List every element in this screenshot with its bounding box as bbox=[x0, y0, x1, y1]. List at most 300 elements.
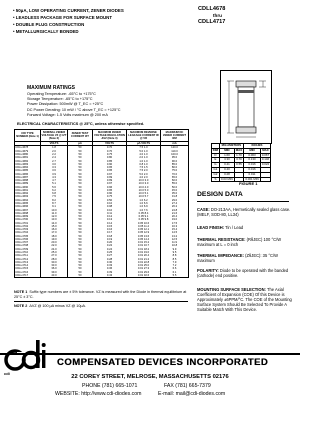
table-cell: 18.0 bbox=[41, 235, 68, 238]
table-cell: 50 bbox=[68, 146, 93, 150]
table-cell: 24.8 bbox=[161, 209, 189, 212]
table-cell: 10.0 4.0 bbox=[127, 186, 161, 189]
feature-list bbox=[13, 7, 124, 35]
table-header-row bbox=[15, 130, 189, 142]
table-cell: 0.05 12.1 bbox=[127, 228, 161, 231]
table-cell: 0.16 bbox=[93, 228, 127, 231]
table-cell: 31.8 bbox=[161, 195, 189, 198]
dimension-cell bbox=[260, 177, 270, 182]
type-number-cell: CDLL4708 bbox=[15, 244, 41, 247]
table-cell: 0.15 bbox=[93, 225, 127, 228]
part-number-to: CDLL4717 bbox=[198, 19, 226, 26]
table-cell: 0.14 bbox=[93, 222, 127, 225]
table-cell: 4.0 1.0 bbox=[127, 153, 161, 156]
table-cell: 10.0 5.1 bbox=[127, 192, 161, 195]
table-cell: 15.4 bbox=[161, 228, 189, 231]
table-cell: 7.5 bbox=[41, 195, 68, 198]
feature-item: • METALLURGICALLY BONDED bbox=[13, 29, 79, 35]
table-cell: 27.0 bbox=[41, 254, 68, 257]
column-header: MIN bbox=[219, 148, 234, 153]
company-address: 22 COREY STREET, MELROSE, MASSACHUSETTS 02176 bbox=[71, 374, 229, 380]
feature-item: • 50μA, LOW OPERATING CURRENT, ZENER DIODES bbox=[13, 8, 124, 13]
table-cell: 50 bbox=[68, 169, 93, 172]
table-cell: 50 bbox=[68, 267, 93, 270]
table-cell: 0.50 bbox=[93, 199, 127, 202]
table-cell: 16.0 bbox=[41, 228, 68, 231]
electrical-characteristics-table bbox=[14, 129, 189, 278]
table-cell: 120.0 bbox=[161, 146, 189, 150]
table-cell: 0.12 bbox=[93, 215, 127, 218]
part-number-range bbox=[198, 6, 225, 26]
design-item-text: Tin / Lead bbox=[225, 225, 244, 230]
table-cell: 0.01 16.7 bbox=[127, 244, 161, 247]
table-cell: 15.0 bbox=[41, 225, 68, 228]
table-cell: 27.4 bbox=[161, 202, 189, 205]
type-number-cell: CDLL4690 bbox=[15, 186, 41, 189]
table-cell: 1.0 6.9 bbox=[127, 205, 161, 208]
design-item-text: The Axial Coefficient of Expansion (COE) Of this Device is Approximately ±6PPM/°C. The COE of the Mounting Surface System Should Be Selected To Provide A Suitable Match With This Device. bbox=[197, 287, 292, 312]
type-number-cell: CDLL4696 bbox=[15, 205, 41, 208]
table-cell: 0.01 29.6 bbox=[127, 271, 161, 274]
design-item-label: CASE: bbox=[197, 207, 210, 212]
table-cell: 0.01 32.6 bbox=[127, 274, 161, 278]
table-cell: 8.5 bbox=[161, 258, 189, 261]
table-cell: 11.9 bbox=[161, 241, 189, 244]
table-cell: 5.6 bbox=[41, 186, 68, 189]
table-cell: 17.0 bbox=[41, 231, 68, 234]
logo-text: cdi bbox=[4, 371, 10, 376]
table-cell: 50 bbox=[68, 163, 93, 166]
table-cell: 0.28 bbox=[93, 258, 127, 261]
max-ratings-title: MAXIMUM RATINGS bbox=[27, 85, 75, 91]
table-cell: 50 bbox=[68, 228, 93, 231]
table-cell: 0.24 bbox=[93, 248, 127, 251]
column-header: CDI TYPE NUMBER (Note 1) bbox=[15, 130, 41, 142]
design-item-mounting-surface bbox=[197, 287, 293, 312]
table-cell: 110.0 bbox=[161, 150, 189, 153]
dimension-cell: E bbox=[212, 158, 220, 163]
company-name: COMPENSATED DEVICES INCORPORATED bbox=[57, 357, 269, 368]
table-cell: 5.5 bbox=[161, 274, 189, 278]
table-cell: 25.0 bbox=[41, 251, 68, 254]
type-number-cell: CDLL4703 bbox=[15, 228, 41, 231]
table-cell: 19.0 bbox=[41, 238, 68, 241]
dimension-cell: 0.130 bbox=[244, 158, 261, 163]
type-number-cell: CDLL4686 bbox=[15, 173, 41, 176]
type-number-cell: CDLL4707 bbox=[15, 241, 41, 244]
design-data-rule bbox=[197, 201, 289, 202]
max-rating-line: Operating Temperature: -65°C to +175°C bbox=[27, 92, 96, 96]
table-cell: 50 bbox=[68, 225, 93, 228]
design-item-label: MOUNTING SURFACE SELECTION: bbox=[197, 287, 266, 292]
table-cell: 50 bbox=[68, 215, 93, 218]
table-cell: 14.5 bbox=[161, 231, 189, 234]
table-cell: 0.01 22.8 bbox=[127, 261, 161, 264]
table-cell: 8.2 bbox=[41, 199, 68, 202]
table-cell: 50 bbox=[68, 238, 93, 241]
table-cell: 50 bbox=[68, 189, 93, 192]
column-header: MAX bbox=[262, 147, 269, 152]
table-cell: 0.30 bbox=[93, 261, 127, 264]
type-number-cell: CDLL4712 bbox=[15, 258, 41, 261]
table-cell: 10.0 5.7 bbox=[127, 195, 161, 198]
table-cell: 6.6 bbox=[161, 267, 189, 270]
type-number-cell: CDLL4679 bbox=[15, 150, 41, 153]
design-item-text: (RθJEC) 100 °C/W maximum at L = 0 inch bbox=[197, 237, 282, 247]
dimension-cell: 3.30 bbox=[219, 158, 234, 163]
design-item-thermal-impedance bbox=[197, 253, 293, 263]
table-cell: 50 bbox=[68, 160, 93, 163]
table-cell: 50 bbox=[68, 261, 93, 264]
table-cell: 0.95 bbox=[93, 189, 127, 192]
table-cell: 0.18 bbox=[93, 235, 127, 238]
table-cell: 3.3 bbox=[41, 166, 68, 169]
table-cell: 0.05 11.4 bbox=[127, 225, 161, 228]
table-cell: 50 bbox=[68, 199, 93, 202]
table-cell: 10.0 3.0 bbox=[127, 179, 161, 182]
column-header: MAXIMUM ZENER VOLTAGE REGULATION ΔVZ (Note 3) bbox=[94, 130, 125, 140]
table-cell: 20.0 bbox=[41, 241, 68, 244]
table-cell: 50 bbox=[68, 231, 93, 234]
company-email[interactable]: E-mail: mail@cdi-diodes.com bbox=[158, 391, 226, 397]
type-number-cell: CDLL4702 bbox=[15, 225, 41, 228]
table-cell: 5.0 2.0 bbox=[127, 173, 161, 176]
type-number-cell: CDLL4717 bbox=[15, 274, 41, 278]
table-cell: 9.1 bbox=[41, 205, 68, 208]
table-cell: 0.39 bbox=[93, 271, 127, 274]
table-cell: 2.2 bbox=[41, 153, 68, 156]
table-cell: 100.0 bbox=[161, 153, 189, 156]
column-header: MIN bbox=[244, 148, 261, 153]
table-cell: 50 bbox=[68, 195, 93, 198]
table-cell: 0.19 bbox=[93, 238, 127, 241]
company-logo bbox=[4, 336, 49, 376]
table-cell: 0.05 10.6 bbox=[127, 222, 161, 225]
table-cell: 0.05 9.8 bbox=[127, 218, 161, 221]
type-number-cell: CDLL4700 bbox=[15, 218, 41, 221]
design-item-text: DO-213AA, Hermetically sealed glass case. (MELF, SOD-80, LL34) bbox=[197, 207, 291, 217]
type-number-cell: CDLL4698 bbox=[15, 212, 41, 215]
table-cell: 0.01 25.0 bbox=[127, 264, 161, 267]
package-outline-image bbox=[221, 71, 271, 143]
type-number-cell: CDLL4683 bbox=[15, 163, 41, 166]
table-cell: 0.99 bbox=[93, 179, 127, 182]
table-cell: 4.0 2.0 bbox=[127, 176, 161, 179]
type-number-cell: CDLL4682 bbox=[15, 160, 41, 163]
feature-item: • DOUBLE PLUG CONSTRUCTION bbox=[13, 22, 85, 28]
table-cell: 50 bbox=[68, 271, 93, 274]
table-cell: 1.0 6.6 bbox=[127, 202, 161, 205]
type-number-cell: CDLL4715 bbox=[15, 267, 41, 270]
design-item-thermal-resistance bbox=[197, 237, 293, 247]
package-drawing bbox=[220, 70, 272, 144]
table-cell: 45.0 bbox=[161, 189, 189, 192]
table-cell: 10.0 5.0 bbox=[127, 189, 161, 192]
design-item-label: LEAD FINISH: bbox=[197, 225, 225, 230]
table-cell: 0.05 13.6 bbox=[127, 235, 161, 238]
table-cell: 50 bbox=[68, 205, 93, 208]
table-cell: 50 bbox=[68, 251, 93, 254]
column-header: ZENER TEST CURRENT IZT bbox=[68, 130, 93, 142]
table-cell: 50 bbox=[68, 212, 93, 215]
table-cell: 0.75 bbox=[93, 195, 127, 198]
table-cell: 8.7 bbox=[41, 202, 68, 205]
table-cell: 50 bbox=[68, 186, 93, 189]
column-header: MAX bbox=[235, 147, 243, 152]
max-ratings-list bbox=[27, 92, 121, 118]
table-cell: 0.36 bbox=[93, 267, 127, 270]
company-website[interactable]: WEBSITE: http://www.cdi-diodes.com bbox=[55, 391, 142, 397]
table-cell: 26.2 bbox=[161, 205, 189, 208]
table-cell: 85.0 bbox=[161, 163, 189, 166]
table-cell: 50.0 bbox=[161, 186, 189, 189]
table-cell: 50 bbox=[68, 254, 93, 257]
unit-cell: VOLTS bbox=[41, 141, 68, 146]
table-cell: 50 bbox=[68, 150, 93, 153]
design-item-label: THERMAL IMPEDANCE: bbox=[197, 253, 245, 258]
table-row bbox=[15, 274, 189, 278]
type-number-cell: CDLL4714 bbox=[15, 264, 41, 267]
table-cell: 0.11 bbox=[93, 212, 127, 215]
table-cell: 6.1 bbox=[161, 271, 189, 274]
group-header: MILLIMETERS bbox=[219, 144, 243, 149]
table-cell: 0.01 15.2 bbox=[127, 241, 161, 244]
table-cell: 0.20 bbox=[93, 241, 127, 244]
table-cell: 0.25 bbox=[93, 251, 127, 254]
table-cell: 0.70 bbox=[93, 146, 127, 150]
type-number-cell: CDLL4694 bbox=[15, 199, 41, 202]
table-cell: 6.8 bbox=[41, 192, 68, 195]
max-rating-line: Power Dissipation: 500mW @ T_EC = +25°C bbox=[27, 102, 104, 107]
dimension-table bbox=[211, 143, 271, 182]
table-cell: 0.01 18.2 bbox=[127, 248, 161, 251]
table-cell: 50 bbox=[68, 156, 93, 159]
unit-cell: μA bbox=[68, 141, 93, 146]
footer-rule bbox=[0, 353, 300, 355]
dimension-cell: S bbox=[212, 177, 220, 182]
table-cell: 0.90 bbox=[93, 192, 127, 195]
unit-cell: μA VOLTS bbox=[127, 141, 161, 146]
table-cell: 0.01 19.0 bbox=[127, 251, 161, 254]
note-1 bbox=[14, 290, 190, 299]
type-number-cell: CDLL4713 bbox=[15, 261, 41, 264]
note-separator bbox=[14, 301, 188, 302]
table-cell: 13.2 bbox=[161, 235, 189, 238]
table-cell: 80.0 bbox=[161, 166, 189, 169]
table-cell: 0.99 bbox=[93, 176, 127, 179]
table-cell: 55.0 bbox=[161, 182, 189, 185]
table-cell: 33.0 bbox=[41, 264, 68, 267]
table-cell: 75.0 bbox=[161, 169, 189, 172]
table-cell: 50 bbox=[68, 241, 93, 244]
table-cell: 17.5 bbox=[161, 222, 189, 225]
cdi-logo-icon bbox=[4, 336, 49, 376]
table-cell: 0.05 14.4 bbox=[127, 238, 161, 241]
column-header: DIM bbox=[212, 147, 219, 152]
type-number-cell: CDLL4684 bbox=[15, 166, 41, 169]
table-cell: 0.01 20.4 bbox=[127, 254, 161, 257]
unit-cell: VOLTS bbox=[93, 141, 127, 146]
table-cell: 4.7 bbox=[41, 179, 68, 182]
table-cell: 60.0 bbox=[161, 179, 189, 182]
table-cell: 20.4 bbox=[161, 215, 189, 218]
table-cell: 1.0 7.6 bbox=[127, 209, 161, 212]
design-item-label: POLARITY: bbox=[197, 268, 219, 273]
table-cell: 0.90 bbox=[93, 163, 127, 166]
dimension-cell: 0.016 bbox=[244, 167, 261, 172]
feature-item: • LEADLESS PACKAGE FOR SURFACE MOUNT bbox=[13, 15, 113, 21]
dimension-cell: 0.016 bbox=[244, 163, 261, 168]
table-cell: 0.08 bbox=[93, 205, 127, 208]
part-number-thru: thru bbox=[213, 12, 222, 18]
table-cell: 7.2 bbox=[161, 264, 189, 267]
dimension-cell: 0.40 bbox=[219, 167, 234, 172]
table-cell: 22.0 bbox=[41, 244, 68, 247]
type-number-cell: CDLL4695 bbox=[15, 202, 41, 205]
table-cell: 7.5 1.0 bbox=[127, 146, 161, 150]
table-cell: 0.80 bbox=[93, 156, 127, 159]
dimension-cell: 0.55 bbox=[236, 162, 242, 167]
table-cell: 14.0 bbox=[41, 222, 68, 225]
type-number-cell: CDLL4691 bbox=[15, 189, 41, 192]
type-number-cell: CDLL4697 bbox=[15, 209, 41, 212]
table-cell: 0.13 bbox=[93, 218, 127, 221]
unit-cell: mA bbox=[161, 141, 189, 146]
table-cell: 0.27 bbox=[93, 254, 127, 257]
table-cell: 1.8 bbox=[41, 146, 68, 150]
table-cell: 0.10 bbox=[93, 209, 127, 212]
table-cell: 0.33 bbox=[93, 264, 127, 267]
max-rating-line: Storage Temperature: -65°C to +175°C bbox=[27, 97, 93, 102]
column-header: NOMINAL ZENER VOLTAGE VZ @ IZT (Note 2) bbox=[41, 130, 67, 140]
table-cell: 16.3 bbox=[161, 225, 189, 228]
table-cell: 50 bbox=[68, 244, 93, 247]
table-cell: 10.0 bbox=[41, 209, 68, 212]
table-cell: 0.01 27.3 bbox=[127, 267, 161, 270]
table-cell: 1.0 6.2 bbox=[127, 199, 161, 202]
table-cell: 95.0 bbox=[161, 156, 189, 159]
table-cell: 0.17 bbox=[93, 231, 127, 234]
note-text: ΔVZ @ 100 μA minus VZ @ 10μA. bbox=[29, 304, 87, 308]
table-cell: 30.0 bbox=[41, 261, 68, 264]
group-header: INCHES bbox=[244, 144, 271, 149]
table-cell: 50 bbox=[68, 153, 93, 156]
table-cell: 10.8 bbox=[161, 244, 189, 247]
type-number-cell: CDLL4709 bbox=[15, 248, 41, 251]
dimension-cell: G1 bbox=[213, 166, 218, 171]
design-item-label: THERMAL RESISTANCE: bbox=[197, 237, 246, 242]
table-cell: 35.0 bbox=[161, 192, 189, 195]
design-item-polarity bbox=[197, 268, 293, 278]
type-number-cell: CDLL4689 bbox=[15, 182, 41, 185]
table-cell: 50 bbox=[68, 264, 93, 267]
type-number-cell: CDLL4693 bbox=[15, 195, 41, 198]
dimension-cell: 0.03 MIN bbox=[221, 176, 233, 181]
table-cell: 2.4 bbox=[41, 156, 68, 159]
dimension-cell: 0.41 bbox=[219, 163, 234, 168]
table-cell: 29.0 bbox=[161, 199, 189, 202]
table-cell: 0.43 bbox=[93, 274, 127, 278]
dimension-cell: G2 bbox=[213, 171, 218, 176]
table-cell: 9.5 bbox=[161, 251, 189, 254]
type-number-cell: CDLL4704 bbox=[15, 231, 41, 234]
table-cell: 50 bbox=[68, 235, 93, 238]
type-number-cell: CDLL4706 bbox=[15, 238, 41, 241]
column-header: MAXIMUM DC ZENER CURRENT IZM bbox=[161, 130, 189, 142]
table-cell: 65.0 bbox=[161, 176, 189, 179]
type-number-cell: CDLL4692 bbox=[15, 192, 41, 195]
table-cell: 50 bbox=[68, 166, 93, 169]
table-cell: 0.01 21.2 bbox=[127, 258, 161, 261]
type-number-cell: CDLL4711 bbox=[15, 254, 41, 257]
type-number-cell: CDLL4701 bbox=[15, 222, 41, 225]
company-fax: FAX (781) 665-7379 bbox=[164, 383, 211, 389]
table-cell: 3.9 bbox=[41, 173, 68, 176]
dimension-cell: 0.022 bbox=[261, 162, 270, 167]
note-label: NOTE 2 bbox=[14, 304, 28, 308]
table-cell: 13.0 bbox=[41, 218, 68, 221]
note-text: Suffix type numbers are ± 5% tolerance. VZ is measured with the Diode in thermal equilibrium at 25°C ± 3°C. bbox=[14, 290, 187, 299]
dimension-cell: 0.001 MIN bbox=[245, 176, 259, 181]
note-label: NOTE 1 bbox=[14, 290, 28, 294]
table-cell: 6.2 bbox=[41, 189, 68, 192]
table-cell: 19.0 bbox=[161, 218, 189, 221]
dimension-cell: 0.067 bbox=[261, 152, 270, 157]
table-cell: 2.7 bbox=[41, 160, 68, 163]
electrical-characteristics-title: ELECTRICAL CHARACTERISTICS @ 25°C, unless otherwise specified. bbox=[17, 122, 145, 126]
dimension-cell: 0.28 bbox=[219, 172, 234, 177]
table-cell: 8.8 bbox=[161, 254, 189, 257]
table-cell: 50 bbox=[68, 258, 93, 261]
table-cell: 50 bbox=[68, 222, 93, 225]
table-cell: 50 bbox=[68, 274, 93, 278]
table-cell: 28.0 bbox=[41, 258, 68, 261]
table-cell: 39.0 bbox=[41, 271, 68, 274]
table-cell: 0.85 bbox=[93, 160, 127, 163]
dimension-cell: 1.70 bbox=[236, 152, 242, 157]
company-phone: PHONE (781) 665-1071 bbox=[82, 383, 138, 389]
table-cell: 7.5 2.0 bbox=[127, 169, 161, 172]
dimension-cell: 1.60 bbox=[219, 153, 234, 158]
table-cell: 50 bbox=[68, 209, 93, 212]
type-number-cell: CDLL4705 bbox=[15, 235, 41, 238]
table-cell: 2.0 bbox=[41, 150, 68, 153]
table-cell: 0.05 9.1 bbox=[127, 215, 161, 218]
table-cell: 7.9 bbox=[161, 261, 189, 264]
type-number-cell: CDLL4716 bbox=[15, 271, 41, 274]
table-cell: 0.70 bbox=[93, 150, 127, 153]
type-number-cell: CDLL4681 bbox=[15, 156, 41, 159]
table-cell: 3.6 bbox=[41, 169, 68, 172]
table-cell: 0.10 bbox=[93, 202, 127, 205]
table-cell: 70.0 bbox=[161, 173, 189, 176]
design-item-text: (ZθJEC): 35 °C/W maximum bbox=[197, 253, 278, 263]
table-cell: 5.0 1.0 bbox=[127, 150, 161, 153]
table-cell: 0.05 8.4 bbox=[127, 212, 161, 215]
table-cell: 36.0 bbox=[41, 267, 68, 270]
part-number-from: CDLL4678 bbox=[198, 6, 226, 12]
table-cell: 24.0 bbox=[41, 248, 68, 251]
dimension-cell: G bbox=[212, 163, 220, 168]
table-cell: 7.5 1.5 bbox=[127, 166, 161, 169]
table-cell: 0.8 1.0 bbox=[127, 163, 161, 166]
type-number-cell: CDLL4688 bbox=[15, 179, 41, 182]
design-data-title: DESIGN DATA bbox=[197, 191, 243, 198]
design-item-text: Diode to be operated with the banded (cathode) end positive. bbox=[197, 268, 289, 278]
table-cell: 50 bbox=[68, 248, 93, 251]
table-cell: 0.97 bbox=[93, 173, 127, 176]
table-cell: 50 bbox=[68, 173, 93, 176]
